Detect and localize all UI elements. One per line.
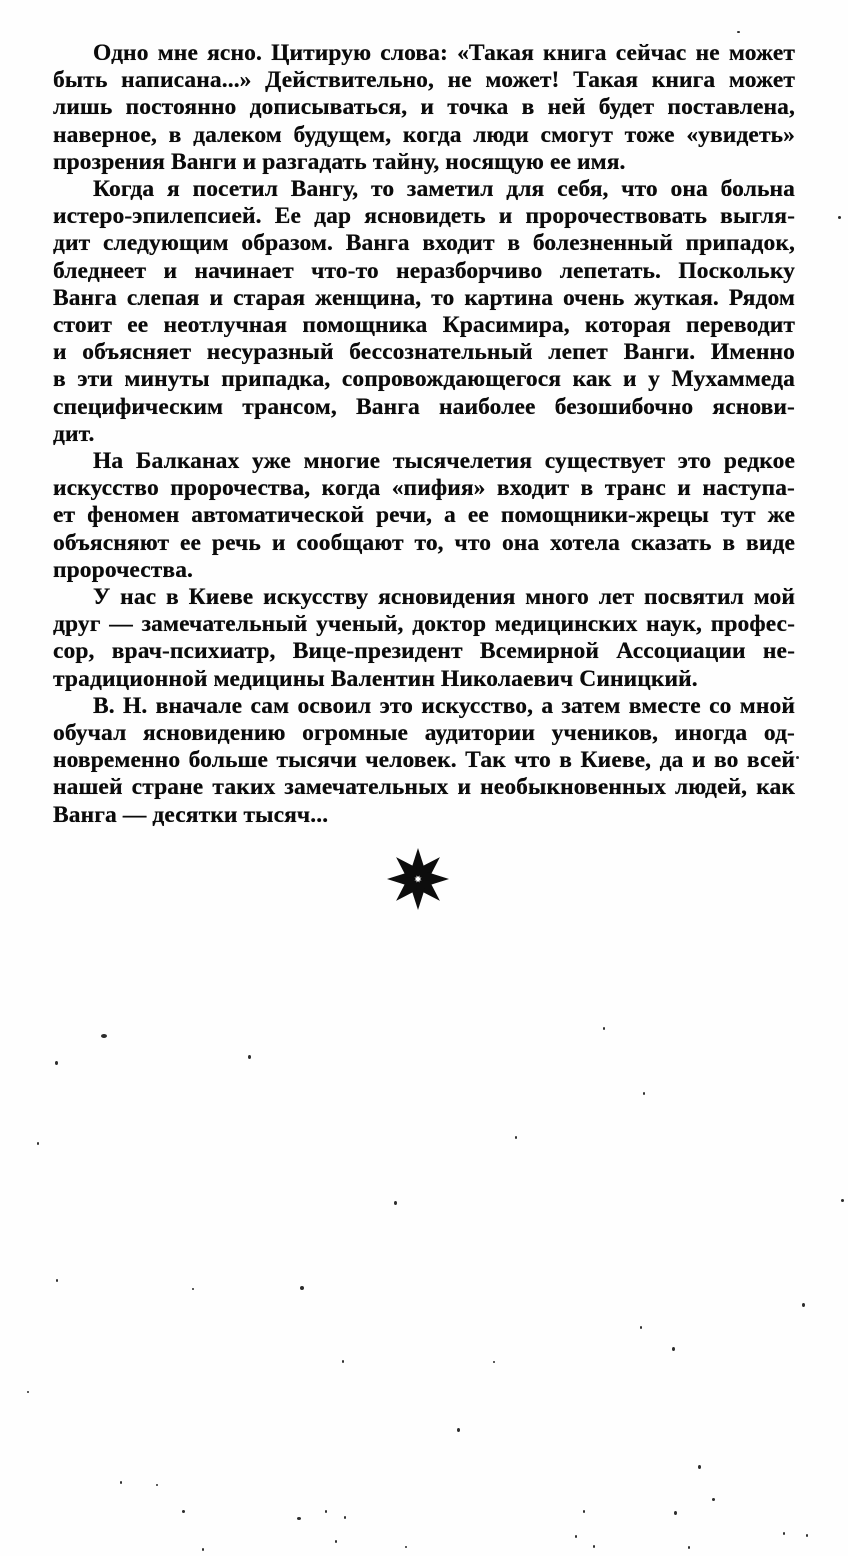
- scan-speck: [493, 1361, 495, 1363]
- text-line: обучал ясновидению огромные аудитории учеников, иногда од-: [53, 720, 795, 747]
- text-line: ет феномен автоматической речи, а ее помощники-жрецы тут же: [53, 502, 795, 529]
- scan-speck: [300, 1286, 304, 1290]
- scan-speck: [297, 1517, 301, 1520]
- text-line: друг — замечательный ученый, доктор медицинских наук, профес-: [53, 611, 795, 638]
- scan-speck: [575, 1535, 577, 1538]
- scan-speck: [182, 1510, 185, 1513]
- scan-speck: [841, 1199, 844, 1202]
- scan-speck: [56, 1279, 58, 1282]
- scan-speck: [335, 1540, 337, 1543]
- scan-speck: [344, 1516, 346, 1519]
- scan-speck: [688, 1546, 690, 1549]
- scan-speck: [672, 1347, 675, 1351]
- scan-speck: [806, 1534, 808, 1537]
- text-line: быть написана...» Действительно, не может! Такая книга может: [53, 67, 795, 94]
- scan-speck: [783, 1532, 785, 1535]
- scan-speck: [248, 1055, 251, 1059]
- paragraph-5: [53, 693, 795, 829]
- text-line: традиционной медицины Валентин Николаевич Синицкий.: [53, 665, 698, 692]
- scan-speck: [202, 1548, 204, 1551]
- text-line: нашей стране таких замечательных и необыкновенных людей, как: [53, 774, 795, 801]
- text-line: У нас в Киеве искусству ясновидения много лет посвятил мой: [93, 584, 795, 611]
- scan-speck: [712, 1498, 715, 1501]
- scan-speck: [27, 1391, 29, 1393]
- text-line: истеро-эпилепсией. Ее дар ясновидеть и пророчествовать выгля-: [53, 203, 795, 230]
- scan-speck: [37, 1142, 39, 1145]
- scan-speck: [737, 31, 740, 33]
- scan-speck: [583, 1510, 585, 1513]
- eight-pointed-star-icon: [385, 846, 451, 912]
- scan-speck: [192, 1288, 194, 1290]
- scan-speck: [643, 1092, 645, 1095]
- scan-speck: [698, 1465, 701, 1469]
- text-block: [53, 40, 795, 829]
- text-line: бледнеет и начинает что-то неразборчиво лепетать. Поскольку: [53, 257, 795, 284]
- paragraph-4: [53, 584, 795, 693]
- scan-speck: [342, 1360, 344, 1363]
- text-line: искусство пророчества, когда «пифия» входит в транс и наступа-: [53, 475, 795, 502]
- text-line: Ванга слепая и старая женщина, то картина очень жуткая. Рядом: [53, 284, 795, 311]
- scan-speck: [394, 1201, 397, 1205]
- scan-speck: [325, 1510, 327, 1513]
- text-line: новременно больше тысячи человек. Так что в Киеве, да и во всей: [53, 747, 795, 774]
- scan-speck: [457, 1428, 460, 1432]
- paragraph-3: [53, 448, 795, 584]
- text-line: Когда я посетил Вангу, то заметил для себя, что она больна: [93, 176, 795, 203]
- scan-speck: [674, 1511, 677, 1515]
- scan-speck: [593, 1545, 595, 1548]
- scan-speck: [838, 216, 841, 219]
- paragraph-1: [53, 40, 795, 176]
- text-line: пророчества.: [53, 556, 194, 583]
- scan-speck: [640, 1326, 642, 1329]
- text-line: наверное, в далеком будущем, когда люди смогут тоже «увидеть»: [53, 121, 795, 148]
- text-line: и объясняет несуразный бессознательный лепет Ванги. Именно: [53, 339, 795, 366]
- text-line: Одно мне ясно. Цитирую слова: «Такая книга сейчас не может: [93, 40, 795, 66]
- text-line: прозрения Ванги и разгадать тайну, носящую ее имя.: [53, 148, 626, 175]
- scan-speck: [120, 1481, 122, 1484]
- text-line: стоит ее неотлучная помощника Красимира, которая переводит: [53, 312, 795, 339]
- text-line: специфическим трансом, Ванга наиболее безошибочно яснови-: [53, 393, 795, 420]
- scan-speck: [515, 1136, 517, 1139]
- scan-speck: [802, 1303, 805, 1307]
- text-line: дит.: [53, 420, 95, 447]
- scan-speck: [603, 1027, 605, 1030]
- text-line: На Балканах уже многие тысячелетия существует это редкое: [93, 448, 795, 475]
- scan-speck: [55, 1061, 58, 1065]
- paragraph-2: [53, 176, 795, 448]
- scan-speck: [101, 1034, 107, 1038]
- text-line: в эти минуты припадка, сопровождающегося как и у Мухаммеда: [53, 366, 795, 393]
- scan-speck: [796, 756, 799, 759]
- scan-speck: [156, 1484, 158, 1486]
- text-line: лишь постоянно дописываться, и точка в ней будет поставлена,: [53, 94, 795, 121]
- text-line: объясняют ее речь и сообщают то, что она хотела сказать в виде: [53, 529, 795, 556]
- text-line: сор, врач-психиатр, Вице-президент Всемирной Ассоциации не-: [53, 638, 795, 665]
- text-line: В. Н. вначале сам освоил это искусство, а затем вместе со мной: [93, 692, 795, 719]
- scan-speck: [405, 1546, 407, 1548]
- text-line: Ванга — десятки тысяч...: [53, 801, 329, 828]
- text-line: дит следующим образом. Ванга входит в болезненный припадок,: [53, 230, 795, 257]
- section-break-ornament: [385, 846, 451, 912]
